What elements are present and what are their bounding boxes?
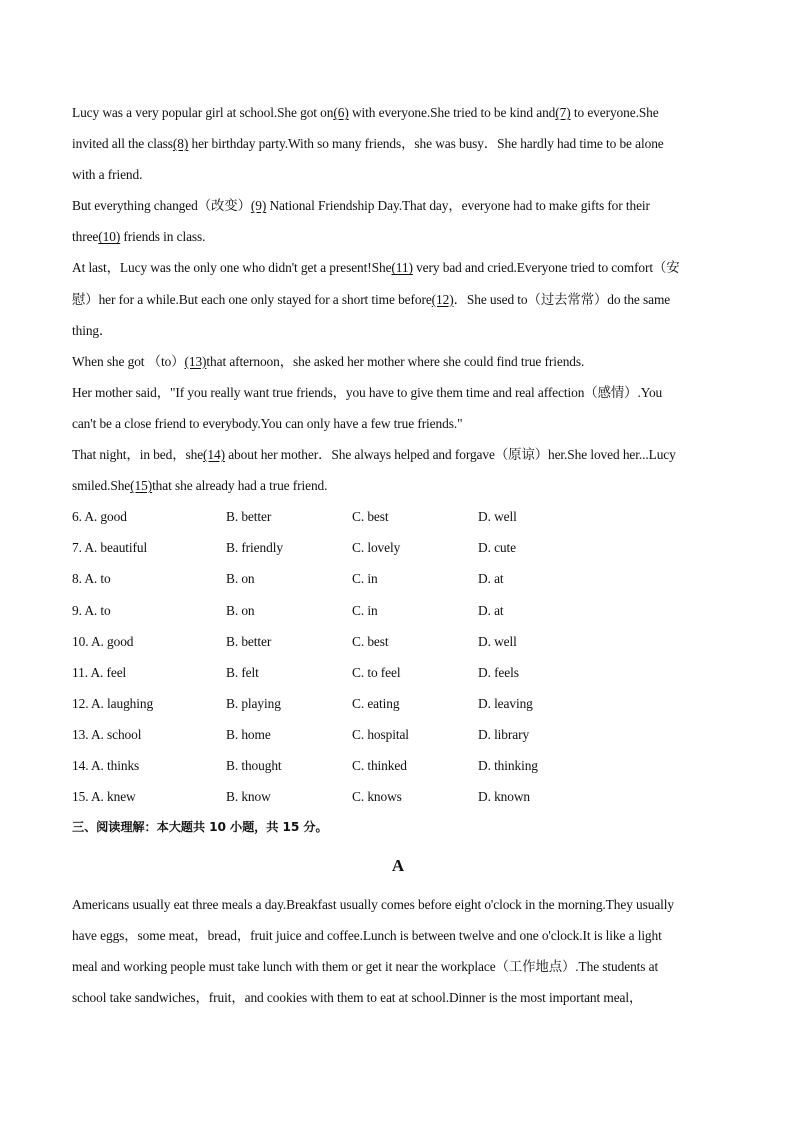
passage-text: National Friendship Day.That day，everyone had to make gifts for their — [266, 198, 650, 214]
option-b: B. on — [226, 571, 255, 587]
blank-number: (10) — [98, 229, 121, 245]
reading-line: have eggs，some meat，bread，fruit juice and coffee.Lunch is between twelve and one o'clock.It is like a light — [72, 928, 662, 944]
blank-number: (11) — [391, 260, 413, 276]
option-d: D. well — [478, 633, 517, 649]
option-row — [72, 595, 724, 626]
option-d: D. thinking — [478, 757, 538, 773]
option-d: D. known — [478, 789, 531, 805]
option-a: 10. A. good — [72, 633, 134, 649]
reading-line: meal and working people must take lunch with them or get it near the workplace（工作地点）.The students at — [72, 959, 659, 975]
option-c: C. thinked — [352, 757, 407, 773]
option-c: C. eating — [352, 695, 400, 711]
option-d: D. feels — [478, 664, 519, 680]
passage-text: friends in class. — [120, 229, 206, 245]
option-c: C. best — [352, 633, 389, 649]
passage-line — [72, 439, 724, 470]
option-d: D. at — [478, 602, 504, 618]
passage-text: 慰）her for a while.But each one only stayed for a short time before — [72, 291, 432, 307]
passage-text: that afternoon，she asked her mother where she could find true friends. — [206, 353, 585, 369]
blank-number: (14) — [203, 447, 225, 463]
option-a: 12. A. laughing — [72, 695, 154, 711]
reading-line: school take sandwiches，fruit，and cookies with them to eat at school.Dinner is the most important meal， — [72, 990, 643, 1006]
option-a: 7. A. beautiful — [72, 540, 148, 556]
option-a: 15. A. knew — [72, 789, 136, 805]
passage-line — [72, 190, 724, 221]
option-d: D. leaving — [478, 695, 533, 711]
option-c: C. lovely — [352, 540, 401, 556]
option-c: C. best — [352, 509, 389, 525]
option-b: B. felt — [226, 664, 259, 680]
option-b: B. better — [226, 509, 272, 525]
passage-text: can't be a close friend to everybody.You can only have a few true friends." — [72, 415, 463, 431]
option-b: B. know — [226, 789, 271, 805]
passage-line — [72, 252, 724, 283]
blank-number: (15) — [130, 478, 153, 494]
reading-line: Americans usually eat three meals a day.Breakfast usually comes before eight o'clock in the morning.They usually — [72, 897, 675, 913]
passage-line — [72, 470, 724, 501]
option-c: C. in — [352, 602, 378, 618]
passage-text: Her mother said，"If you really want true friends，you have to give them time and real affection（感情）.You — [72, 384, 663, 400]
passage-line — [72, 128, 724, 159]
option-b: B. home — [226, 726, 271, 742]
option-d: D. cute — [478, 540, 516, 556]
option-d: D. at — [478, 571, 504, 587]
option-a: 9. A. to — [72, 602, 111, 618]
exam-page — [72, 97, 724, 1014]
option-c: C. hospital — [352, 726, 409, 742]
option-b: B. on — [226, 602, 255, 618]
option-a: 13. A. school — [72, 726, 142, 742]
blank-number: (13) — [184, 353, 207, 369]
passage-text: very bad and cried.Everyone tried to comfort（安 — [412, 260, 680, 276]
passage-line — [72, 97, 724, 128]
option-a: 6. A. good — [72, 509, 127, 525]
passage-text: At last，Lucy was the only one who didn't get a present!She — [72, 260, 392, 276]
passage-text: to everyone.She — [570, 105, 659, 120]
option-row — [72, 750, 724, 781]
reading-passage — [72, 889, 724, 1013]
passage-text: three — [72, 229, 99, 245]
blank-number: (8) — [172, 136, 189, 152]
cloze-options — [72, 501, 724, 812]
passage-text: with a friend. — [72, 167, 143, 183]
passage-text: her birthday party.With so many friends，she was busy．She hardly had time to be alone — [188, 136, 664, 152]
passage-text: with everyone.She tried to be kind and — [348, 105, 556, 120]
passage-text: invited all the class — [72, 136, 173, 152]
option-d: D. well — [478, 509, 517, 525]
passage-text: That night，in bed，she — [72, 447, 204, 463]
passage-line — [72, 159, 724, 190]
passage-text: about her mother．She always helped and forgave（原谅）her.She loved her...Lucy — [224, 447, 676, 463]
option-c: C. knows — [352, 789, 402, 805]
passage-text: smiled.She — [72, 478, 131, 494]
blank-number: (7) — [555, 105, 571, 120]
option-row — [72, 626, 724, 657]
option-a: 8. A. to — [72, 571, 111, 587]
passage-text: that she already had a true friend. — [152, 478, 328, 494]
blank-number: (12) — [431, 291, 454, 307]
passage-line — [72, 377, 724, 408]
option-a: 14. A. thinks — [72, 757, 140, 773]
option-row — [72, 532, 724, 563]
option-b: B. thought — [226, 757, 282, 773]
passage-line — [72, 221, 724, 252]
passage-text: Lucy was a very popular girl at school.She got on — [72, 105, 334, 120]
passage-line — [72, 315, 724, 346]
option-row — [72, 563, 724, 594]
option-b: B. better — [226, 633, 272, 649]
option-b: B. friendly — [226, 540, 283, 556]
option-row — [72, 719, 724, 750]
blank-number: (6) — [333, 105, 349, 120]
option-row — [72, 688, 724, 719]
passage-line — [72, 346, 724, 377]
passage-text: ．She used to（过去常常）do the same — [453, 291, 671, 307]
passage-label: A — [391, 856, 405, 876]
section-heading: 三、阅读理解：本大题共 10 小题，共 15 分。 — [72, 820, 328, 835]
passage-line — [72, 284, 724, 315]
cloze-passage — [72, 97, 724, 501]
blank-number: (9) — [250, 198, 267, 214]
option-d: D. library — [478, 726, 530, 742]
option-row — [72, 781, 724, 812]
passage-line — [72, 408, 724, 439]
passage-text: When she got （to） — [72, 353, 185, 369]
option-b: B. playing — [226, 695, 281, 711]
passage-text: thing． — [72, 322, 113, 338]
option-row — [72, 501, 724, 532]
passage-text: But everything changed（改变） — [72, 198, 251, 214]
option-c: C. in — [352, 571, 378, 587]
option-a: 11. A. feel — [72, 664, 127, 680]
option-row — [72, 657, 724, 688]
option-c: C. to feel — [352, 664, 401, 680]
